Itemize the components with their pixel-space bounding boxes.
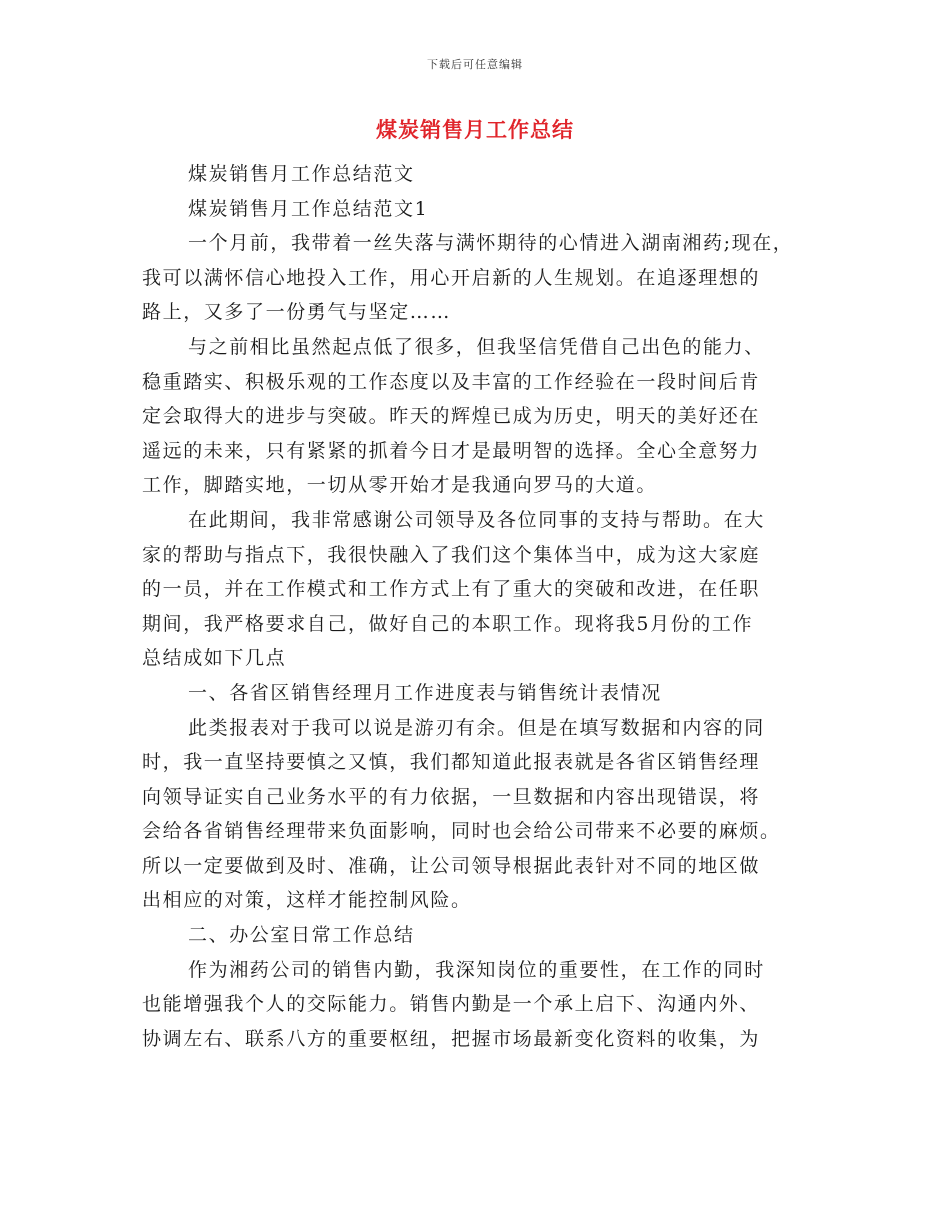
body-line: 定会取得大的进步与突破。昨天的辉煌已成为历史，明天的美好还在 — [142, 405, 761, 428]
body-line: 家的帮助与指点下，我很快融入了我们这个集体当中，成为这大家庭 — [142, 543, 761, 566]
document-title: 煤炭销售月工作总结 — [376, 117, 574, 142]
body-line: 此类报表对于我可以说是游刃有余。但是在填写数据和内容的同 — [188, 716, 765, 739]
body-line: 稳重踏实、积极乐观的工作态度以及丰富的工作经验在一段时间后肯 — [142, 370, 761, 393]
body-line: 也能增强我个人的交际能力。销售内勤是一个承上启下、沟通内外、 — [142, 993, 761, 1016]
body-line: 向领导证实自己业务水平的有力依据，一旦数据和内容出现错误，将 — [142, 785, 761, 808]
body-line: 协调左右、联系八方的重要枢纽，把握市场最新变化资料的收集，为 — [142, 1027, 761, 1050]
body-line: 一、各省区销售经理月工作进度表与销售统计表情况 — [188, 681, 662, 704]
body-line: 出相应的对策，这样才能控制风险。 — [142, 889, 472, 912]
body-line: 与之前相比虽然起点低了很多，但我坚信凭借自己出色的能力、 — [188, 335, 765, 358]
body-line: 煤炭销售月工作总结范文1 — [188, 197, 429, 220]
body-line: 期间，我严格要求自己，做好自己的本职工作。现将我5月份的工作 — [142, 612, 754, 635]
document-body — [142, 157, 822, 1056]
body-line: 煤炭销售月工作总结范文 — [188, 163, 415, 185]
body-line: 我可以满怀信心地投入工作，用心开启新的人生规划。在追逐理想的 — [142, 266, 761, 289]
body-line: 遥远的未来，只有紧紧的抓着今日才是最明智的选择。全心全意努力 — [142, 439, 761, 462]
body-line: 路上，又多了一份勇气与坚定…… — [142, 301, 452, 324]
body-line: 在此期间，我非常感谢公司领导及各位同事的支持与帮助。在大 — [188, 508, 765, 531]
header-note: 下载后可任意编辑 — [427, 58, 523, 71]
body-line: 一个月前，我带着一丝失落与满怀期待的心情进入湖南湘药;现在， — [188, 232, 794, 255]
body-line: 所以一定要做到及时、准确，让公司领导根据此表针对不同的地区做 — [142, 854, 761, 877]
body-line: 时，我一直坚持要慎之又慎，我们都知道此报表就是各省区销售经理 — [142, 751, 761, 774]
body-line: 二、办公室日常工作总结 — [188, 924, 415, 947]
body-line: 总结成如下几点 — [142, 647, 287, 670]
body-line: 会给各省销售经理带来负面影响，同时也会给公司带来不必要的麻烦。 — [142, 820, 781, 843]
body-line: 工作，脚踏实地，一切从零开始才是我通向罗马的大道。 — [142, 474, 658, 497]
body-line: 作为湘药公司的销售内勤，我深知岗位的重要性，在工作的同时 — [188, 958, 765, 981]
body-line: 的一员，并在工作模式和工作方式上有了重大的突破和改进，在任职 — [142, 578, 761, 601]
